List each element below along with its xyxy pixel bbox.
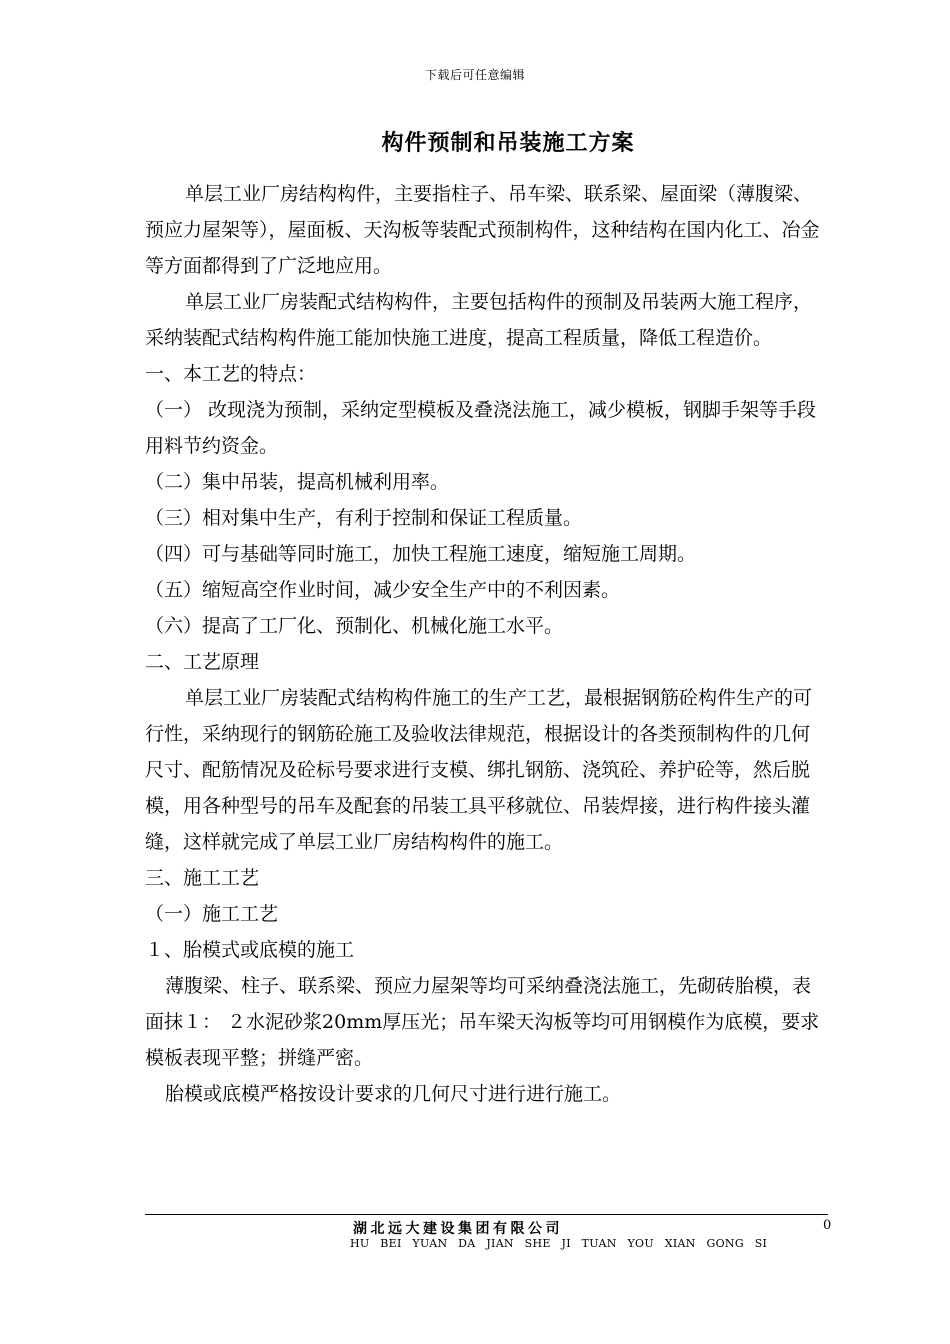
overview-paragraph: 单层工业厂房装配式结构构件，主要包括构件的预制及吊装两大施工程序，采纳装配式结构构件施工能加快施工进度，提高工程质量，降低工程造价。 [145, 291, 813, 349]
item-heading-mold: １、胎模式或底模的施工 [145, 939, 355, 961]
footer-divider [145, 1214, 828, 1215]
feature-item-6: （六）提高了工厂化、预制化、机械化施工水平。 [145, 615, 564, 637]
mold-requirement-paragraph: 胎模或底模严格按设计要求的几何尺寸进行进行施工。 [165, 1083, 622, 1105]
download-note: 下载后可任意编辑 [424, 68, 525, 82]
section-heading-principle: 二、工艺原理 [145, 651, 260, 673]
footer-company-pinyin: HU BEI YUAN DA JIAN SHE JI TUAN YOU XIAN GONG SI [350, 1237, 768, 1250]
document-body [145, 176, 825, 1112]
mold-paragraph: 薄腹梁、柱子、联系梁、预应力屋架等均可采纳叠浇法施工，先砌砖胎模，表面抹１： ２水泥砂浆20mm厚压光；吊车梁天沟板等均可用钢模作为底模，要求模板表现平整；拼缝严密。 [145, 975, 820, 1069]
footer-company-name: 湖北远大建设集团有限公司 [353, 1221, 563, 1237]
feature-item-1: （一） 改现浇为预制，采纳定型模板及叠浇法施工，减少模板，钢脚手架等手段用料节约资金。 [145, 399, 817, 457]
document-title: 构件预制和吊装施工方案 [381, 131, 635, 156]
feature-item-3: （三）相对集中生产，有利于控制和保证工程质量。 [145, 507, 583, 529]
feature-item-2: （二）集中吊装，提高机械利用率。 [145, 471, 450, 493]
section-heading-features: 一、本工艺的特点： [145, 363, 317, 385]
principle-paragraph: 单层工业厂房装配式结构构件施工的生产工艺，最根据钢筋砼构件生产的可行性，采纳现行的钢筋砼施工及验收法律规范，根据设计的各类预制构件的几何尺寸、配筋情况及砼标号要求进行支模、绑扎钢筋、浇筑砼、养护砼等，然后脱模，用各种型号的吊车及配套的吊装工具平移就位、吊装焊接，进行构件接头灌缝，这样就完成了单层工业厂房结构构件的施工。 [145, 687, 813, 853]
section-heading-process: 三、施工工艺 [145, 867, 260, 889]
feature-item-5: （五）缩短高空作业时间，减少安全生产中的不利因素。 [145, 579, 621, 601]
feature-item-4: （四）可与基础等同时施工，加快工程施工速度，缩短施工周期。 [145, 543, 697, 565]
subsection-heading-process: （一）施工工艺 [145, 903, 279, 925]
intro-paragraph: 单层工业厂房结构构件，主要指柱子、吊车梁、联系梁、屋面梁（薄腹梁、预应力屋架等），屋面板、天沟板等装配式预制构件，这种结构在国内化工、冶金等方面都得到了广泛地应用。 [145, 183, 820, 277]
page-number: 0 [823, 1218, 832, 1233]
